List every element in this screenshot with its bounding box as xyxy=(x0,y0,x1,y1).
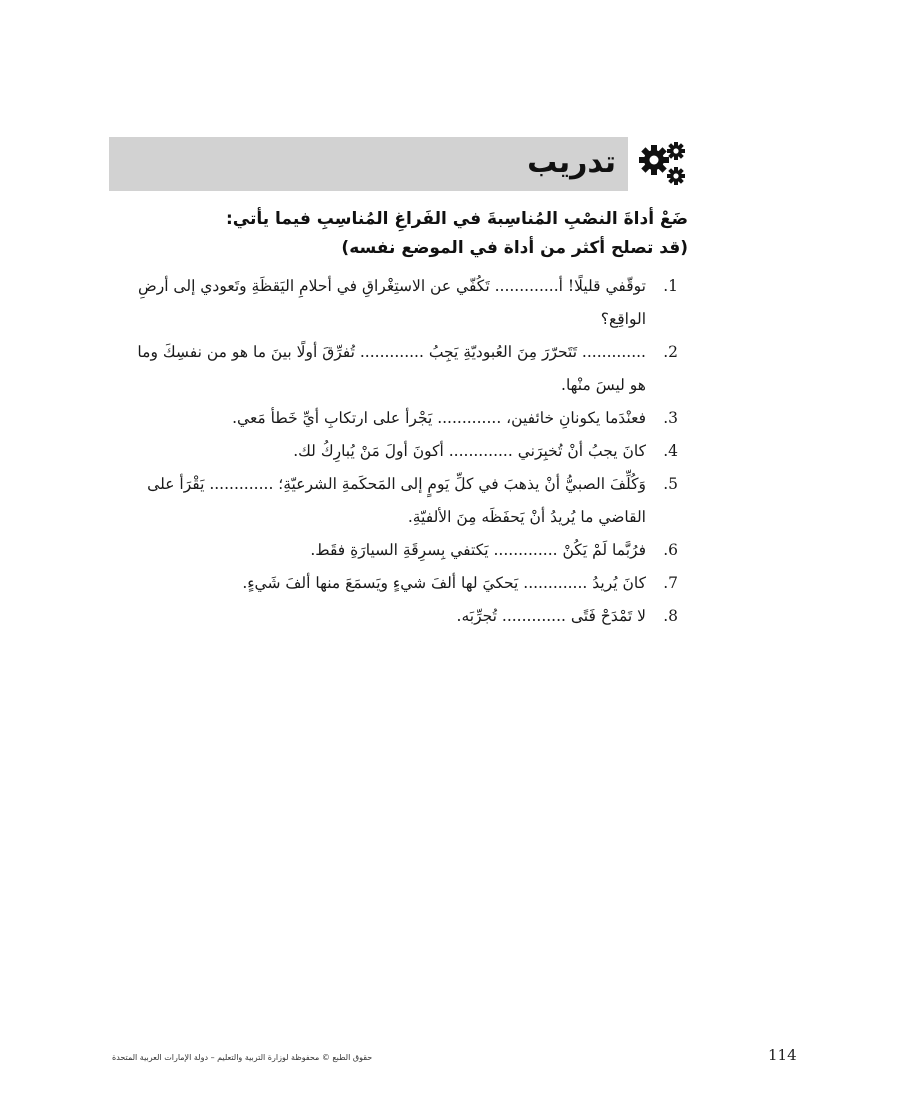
instruction-note: (قد تصلح أكثر من أداة في الموضع نفسه) xyxy=(341,238,688,258)
exercise-text: لا تَمْدَحْ فَتًى ............. تُجرِّبَه. xyxy=(456,607,646,625)
exercise-number: 6. xyxy=(663,541,678,559)
exercise-number: 3. xyxy=(663,409,678,427)
exercise-text: فرُبَّما لَمْ يَكُنْ ............. يَكتفي بِسرِقَةِ السيارَةِ فقَط. xyxy=(310,541,646,559)
exercise-item xyxy=(125,336,678,402)
gears-icon xyxy=(636,140,688,188)
exercise-item xyxy=(125,600,678,633)
exercise-number: 4. xyxy=(663,442,678,460)
exercise-number: 1. xyxy=(663,277,678,295)
exercise-text: كانَ يجبُ أنْ تُخبِرَني ............. أكونَ أولَ مَنْ يُبارِكُ لك. xyxy=(293,442,646,460)
instructions xyxy=(100,205,688,263)
exercise-item xyxy=(125,468,678,534)
copyright-notice: حقوق الطبع © محفوظة لوزارة التربية والتعليم – دولة الإمارات العربية المتحدة xyxy=(112,1053,373,1062)
section-header-band xyxy=(109,137,628,191)
exercise-list xyxy=(125,270,678,633)
exercise-text: توقّفي قليلًا! أ............. تَكُفّي عن الاستِغْراقِ في أحلامِ اليَقظَةِ وتَعودي إلى أرضِ الواقِع؟ xyxy=(137,277,646,328)
exercise-number: 8. xyxy=(663,607,678,625)
section-title: تدريب xyxy=(527,145,616,180)
exercise-number: 5. xyxy=(663,475,678,493)
exercise-item xyxy=(125,270,678,336)
page-number: 114 xyxy=(768,1046,797,1064)
exercise-text: ............. تَتَحرّرَ مِنَ العُبوديّةِ يَجِبُ ............. تُفرِّقَ أولًا بينَ ما هو من نفسِكَ وما هو ليسَ منْها. xyxy=(137,343,646,394)
exercise-text: كانَ يُريدُ ............. يَحكيَ لها ألفَ شيءٍ ويَسمَعَ منها ألفَ شَيءٍ. xyxy=(242,574,646,592)
exercise-text: فعنْدَما يكونانِ خائفين، ............. يَجْرأ على ارتكابِ أيِّ خَطأ مَعي. xyxy=(232,409,646,427)
exercise-item xyxy=(125,534,678,567)
exercise-number: 7. xyxy=(663,574,678,592)
exercise-number: 2. xyxy=(663,343,678,361)
exercise-text: وَكُلِّفَ الصبيُّ أنْ يذهبَ في كلِّ يَومٍ إلى المَحكَمةِ الشرعيّةِ؛ ............. يَقْرَأ على القاضي ما يُريدُ أنْ يَحفَظَه مِنَ الألفيّةِ. xyxy=(147,475,646,526)
exercise-item xyxy=(125,567,678,600)
exercise-item xyxy=(125,402,678,435)
instruction-main: ضَعْ أداةَ النصْبِ المُناسِبةَ في الفَراغِ المُناسِبِ فيما يأتي: xyxy=(225,209,688,229)
exercise-item xyxy=(125,435,678,468)
